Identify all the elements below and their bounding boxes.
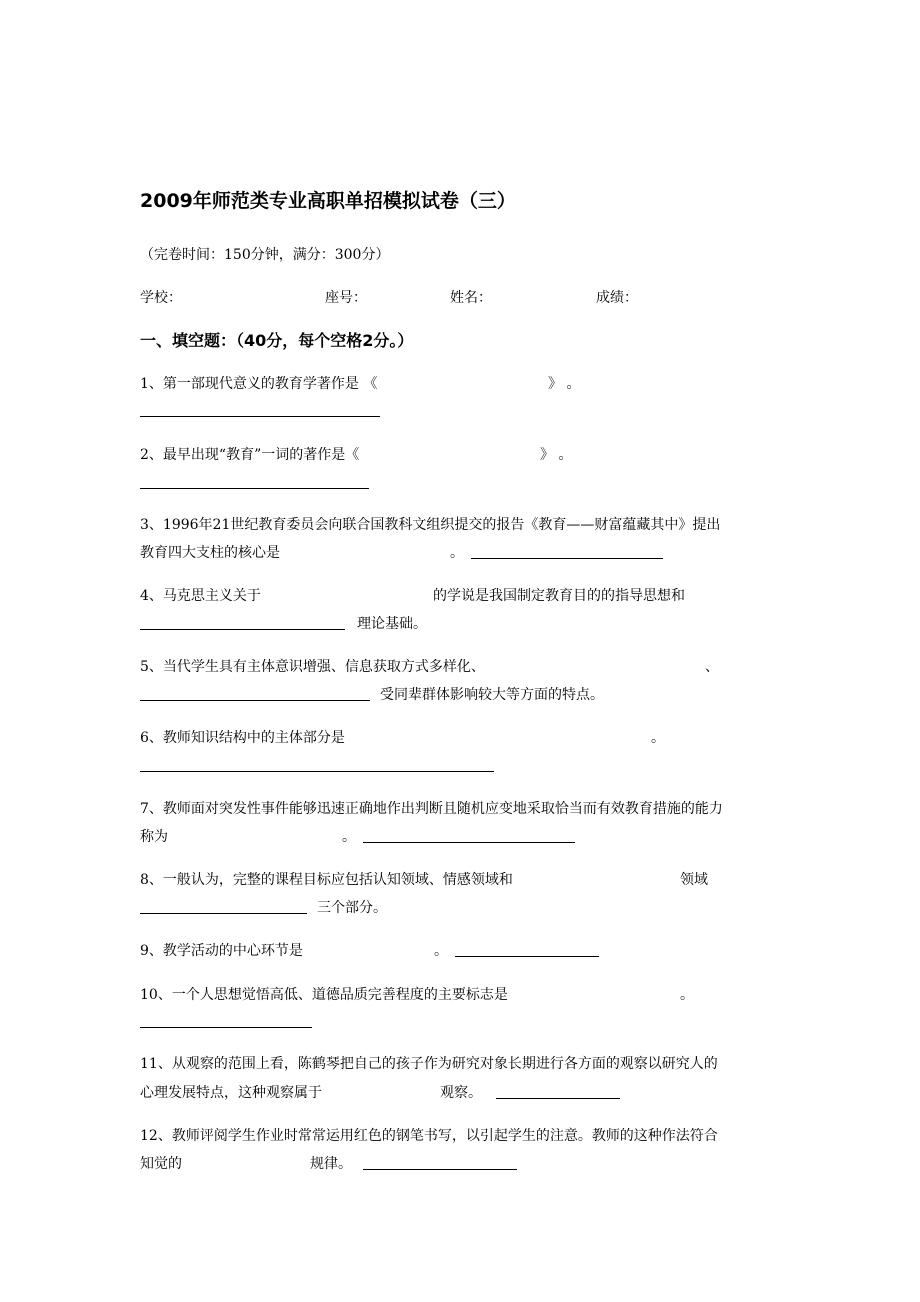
answer-blank[interactable] [471, 558, 663, 559]
section-heading: 一、填空题：（40分，每个空格2分。） [140, 331, 414, 350]
question-3-text: 3、1996年21世纪教育委员会向联合国教科文组织提交的报告《教育——财富蕴藏其中》提出 [140, 517, 721, 533]
question-11-text: 11、从观察的范围上看，陈鹤琴把自己的孩子作为研究对象长期进行各方面的观察以研究人的 [140, 1056, 718, 1072]
question-4-text: 4、马克思主义关于 [140, 588, 261, 604]
exam-subtitle: （完卷时间：150分钟，满分：300分） [140, 247, 390, 263]
answer-blank[interactable] [140, 488, 369, 489]
question-8-end: 三个部分。 [317, 900, 387, 916]
question-12-text-cont: 知觉的 [140, 1156, 182, 1172]
question-2-end: 》 。 [540, 447, 573, 463]
seat-label: 座号： [325, 290, 367, 306]
answer-blank[interactable] [363, 842, 575, 843]
question-7-text: 7、教师面对突发性事件能够迅速正确地作出判断且随机应变地采取恰当而有效教育措施的能力 [140, 801, 723, 817]
answer-blank[interactable] [140, 1027, 312, 1028]
question-3-end: 。 [450, 545, 464, 561]
answer-blank[interactable] [140, 700, 370, 701]
question-8-text: 8、一般认为，完整的课程目标应包括认知领域、情感领域和 [140, 872, 513, 888]
question-6-end: 。 [651, 730, 665, 746]
question-4-text-mid: 的学说是我国制定教育目的的指导思想和 [433, 588, 685, 604]
question-5-text: 5、当代学生具有主体意识增强、信息获取方式多样化、 [140, 659, 485, 675]
question-12-end: 规律。 [310, 1156, 352, 1172]
question-1-text: 1、第一部现代意义的教育学著作是 《 [140, 376, 378, 392]
name-label: 姓名： [450, 290, 492, 306]
answer-blank[interactable] [496, 1098, 620, 1099]
score-label: 成绩： [596, 290, 638, 306]
answer-blank[interactable] [140, 416, 380, 417]
question-4-end: 理论基础。 [357, 616, 427, 632]
answer-blank[interactable] [140, 771, 494, 772]
answer-blank[interactable] [455, 956, 599, 957]
question-6-text: 6、教师知识结构中的主体部分是 [140, 730, 345, 746]
answer-blank[interactable] [140, 629, 345, 630]
school-label: 学校： [140, 290, 182, 306]
question-7-text-cont: 称为 [140, 829, 168, 845]
question-7-end: 。 [342, 829, 356, 845]
question-5-end: 受同辈群体影响较大等方面的特点。 [380, 687, 604, 703]
question-9-end: 。 [434, 943, 448, 959]
question-5-sep: 、 [705, 659, 719, 675]
question-1-end: 》 。 [548, 376, 581, 392]
question-12-text: 12、教师评阅学生作业时常常运用红色的钢笔书写，以引起学生的注意。教师的这种作法符合 [140, 1128, 718, 1144]
question-3-text-cont: 教育四大支柱的核心是 [140, 545, 280, 561]
answer-blank[interactable] [140, 913, 307, 914]
question-8-text-mid: 领域 [680, 872, 708, 888]
question-10-text: 10、一个人思想觉悟高低、道德品质完善程度的主要标志是 [140, 987, 508, 1003]
question-9-text: 9、教学活动的中心环节是 [140, 943, 303, 959]
question-2-text: 2、最早出现“教育”一词的著作是《 [140, 447, 360, 463]
question-10-end: 。 [680, 987, 694, 1003]
question-11-end: 观察。 [440, 1085, 482, 1101]
answer-blank[interactable] [363, 1169, 517, 1170]
question-11-text-cont: 心理发展特点，这种观察属于 [140, 1085, 322, 1101]
exam-title: 2009年师范类专业高职单招模拟试卷（三） [140, 190, 516, 212]
